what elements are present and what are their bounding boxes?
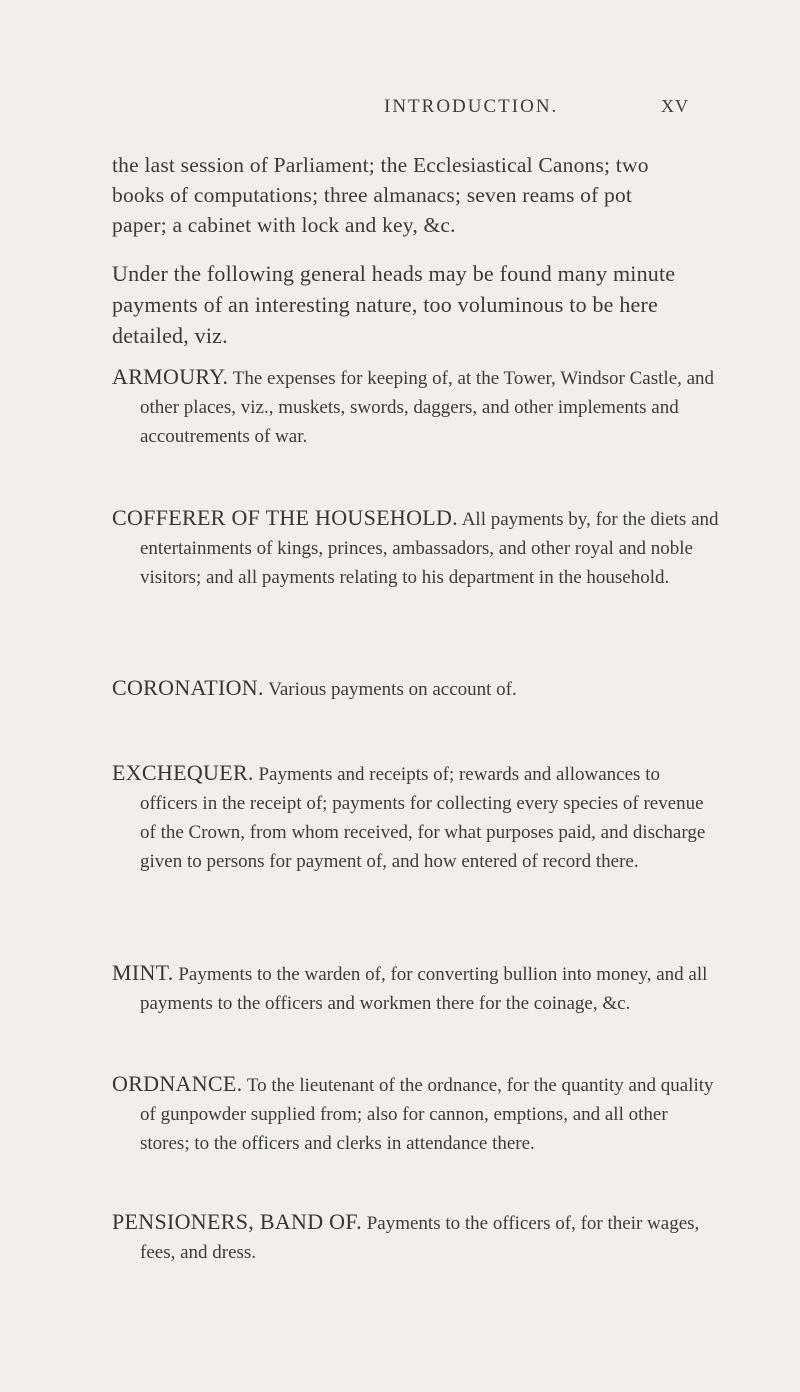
entry-armoury [112, 362, 720, 451]
entry-pensioners-band-of [112, 1207, 720, 1267]
entry-heading: CORONATION. [112, 675, 264, 700]
entry-heading: EXCHEQUER. [112, 760, 254, 785]
entry-ordnance [112, 1069, 720, 1158]
entry-cofferer-of-the-household [112, 503, 720, 592]
entry-coronation [112, 673, 720, 704]
entry-text: Payments and receipts of; rewards and allowances to officers in the receipt of; payments for collecting every species of revenue of the Crown, from whom received, for what purposes paid, and discharge given to persons for payment of, and how entered of record there. [140, 764, 706, 872]
continuation-paragraph: the last session of Parliament; the Ecclesiastical Canons; two books of computations; three almanacs; seven reams of pot paper; a cabinet with lock and key, &c. [112, 153, 649, 237]
entry-heading: PENSIONERS, BAND OF. [112, 1209, 362, 1234]
page-number: XV [661, 96, 689, 116]
running-title: INTRODUCTION. [384, 96, 559, 117]
entry-mint [112, 958, 720, 1018]
entry-text: Payments to the officers of, for their wages, fees, and dress. [140, 1213, 700, 1263]
entry-heading: ARMOURY. [112, 364, 229, 389]
entry-text: Payments to the warden of, for converting bullion into money, and all payments to the officers and workmen there for the coinage, &c. [140, 964, 708, 1014]
entry-text: Various payments on account of. [263, 679, 517, 700]
entry-text: All payments by, for the diets and entertainments of kings, princes, ambassadors, and other royal and noble visitors; and all payments relating to his department in the household. [140, 509, 719, 588]
page-header [0, 96, 800, 126]
intro-paragraph: Under the following general heads may be found many minute payments of an interesting nature, too voluminous to be here detailed, viz. [112, 261, 676, 348]
entry-exchequer [112, 758, 720, 876]
entry-heading: ORDNANCE. [112, 1071, 243, 1096]
entry-text: To the lieutenant of the ordnance, for the quantity and quality of gunpowder supplied from; also for cannon, emptions, and all other stores; to the officers and clerks in attendance there. [140, 1075, 714, 1154]
entry-heading: COFFERER OF THE HOUSEHOLD. [112, 505, 458, 530]
entry-heading: MINT. [112, 960, 174, 985]
entry-text: The expenses for keeping of, at the Tower, Windsor Castle, and other places, viz., muskets, swords, daggers, and other implements and accoutrements of war. [140, 368, 715, 447]
